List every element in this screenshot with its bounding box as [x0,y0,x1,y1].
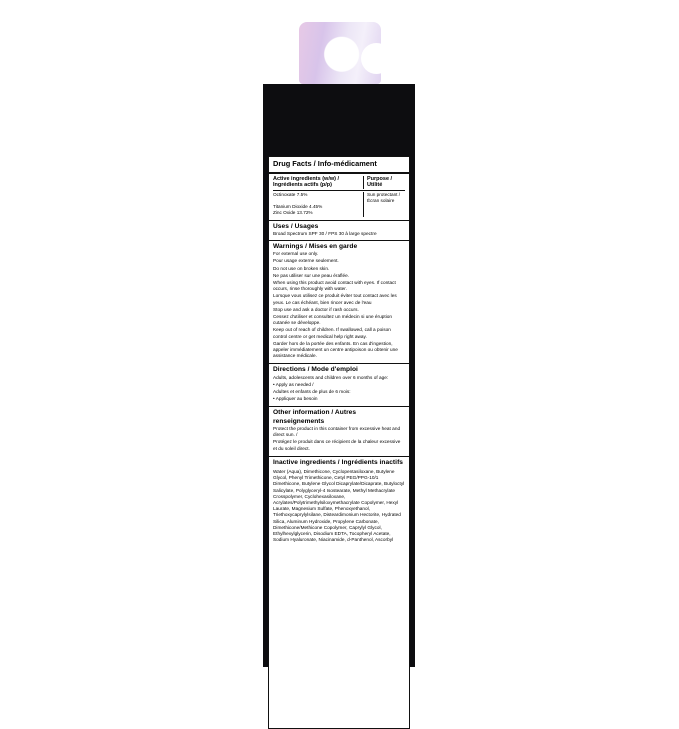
warning-item [273,327,405,339]
inactive-ingredients-heading: Inactive ingredients / Ingrédients inactifs [273,458,404,466]
purpose-heading: Purpose / Utilité [363,176,405,189]
warning-text: If swallowed, call a poison control centre or get medical help right away. [273,327,391,339]
ingredient-name: Octinoxate 7.5% [273,192,308,198]
directions-heading: Directions / Mode d'emploi [273,366,358,374]
hang-hole [361,43,392,74]
inactive-ingredients-text: Water (Aqua), Dimethicone, Cyclopentasiloxane, Butylene Glycol, Phenyl Trimethicone, Cetyl PEG/PPG-10/1 Dimethicone, Butylene Glycol Dicaprylate/Dicaprate, Butyloctyl Salicylate, Polyglyceryl-4 Isostearate, Methyl Methacrylate Crosspolymer, Cyclohexasiloxane, Acrylates/Polytrimethylsiloxymethacrylate Copolymer, Hexyl Laurate, Magnesium Sulfate, Phenoxyethanol, Triethoxycaprylylsilane, Disteardimonium Hectorite, Hydrated Silica, Aluminum Hydroxide, Propylene Carbonate, Dimethicone/Methicone Copolymer, Caprylyl Glycol, Ethylhexylglycerin, Disodium EDTA, Tocopheryl Acetate, Sodium Hyaluronate, Niacinamide, d-Panthenol, Ascorbyl [273,468,405,543]
warning-item [273,273,405,279]
other-information-text [273,426,405,452]
warnings-list [273,251,405,359]
panel-title: Drug Facts / Info-médicament [269,157,409,174]
directions-line: • Appliquer au besoin [273,396,318,402]
warning-item [273,293,405,305]
warning-text: if rash occurs. [327,306,359,312]
active-ingredient-row [273,210,405,216]
warning-item [273,280,405,292]
warning-text: si une éruption cutanée se développe. [273,314,393,326]
other-information-heading: Other information / Autres renseignements [273,409,357,425]
directions-line: • Apply as needed / [273,381,314,387]
carton-body [263,84,415,667]
directions-section [269,364,409,407]
warning-lead: Do not use [273,265,296,271]
warnings-heading: Warnings / Mises en garde [273,242,358,250]
ingredient-purpose: Sun protectant / Écran solaire [363,192,405,204]
warning-item [273,314,405,326]
directions-text [273,375,405,403]
other-information-line: Protégez le produit dans ce récipient de la chaleur excessive et du soleil direct. [273,439,401,451]
drug-facts-panel [268,156,410,729]
warning-item [273,251,405,257]
warning-text: En cas d'ingestion, appeler immédiatement un centre antipoison ou obtenir une assistance médicale. [273,340,398,359]
warning-lead: Ne pas utiliser [273,272,303,278]
warning-text: avoid contact with eyes. If contact occurs, rinse thoroughly with water. [273,279,396,292]
header-divider [273,190,405,191]
active-ingredients-heading: Active ingredients (w/w) / Ingrédients actifs (p/p) [273,175,340,189]
warning-lead: When using this product [273,279,324,285]
warning-lead: Keep out of reach of children. [273,327,335,333]
inactive-ingredients-section [269,457,409,547]
other-information-section [269,407,409,456]
warning-text: For external use only. [273,251,319,257]
directions-line: Adults, adolescents and children over 6 months of age: [273,374,389,380]
uses-section [269,221,409,241]
active-ingredient-row [273,192,405,204]
warning-text: on broken skin. [295,265,330,271]
warning-lead: Garder hors de la portée des enfants. [273,340,352,346]
active-ingredients-section [269,174,409,221]
ingredient-name: Zinc Oxide 13.72% [273,210,313,216]
warning-item [273,341,405,360]
package-hang-tab [299,22,381,84]
warning-item [273,258,405,264]
ingredient-purpose [363,210,405,216]
directions-line: Adultes et enfants de plus de 6 mois: [273,389,351,395]
uses-heading: Uses / Usages [273,222,319,230]
ingredient-name: Titanium Dioxide 4.45% [273,204,323,210]
product-package [263,22,415,667]
warning-text: sur une peau éraflée. [303,272,350,278]
warning-lead: Lorsque vous utilisez ce produit [273,293,340,299]
warnings-section [269,241,409,364]
warning-text: Pour usage externe seulement. [273,258,339,264]
warning-lead: Stop use and ask a doctor [273,306,328,312]
active-ingredients-header [273,176,405,189]
warning-item [273,307,405,313]
warning-lead: Cessez d'utiliser et consultez un médecin [273,314,360,319]
warning-item [273,266,405,272]
other-information-line: Protect the product in this container from excessive heat and direct sun. / [273,425,401,438]
warning-text: éviter tout contact avec les yeux. Le cas échéant, bien rincer avec de l'eau [273,293,397,305]
uses-text: Broad Spectrum SPF 30 / FPS 30 à large spectre [273,230,377,236]
